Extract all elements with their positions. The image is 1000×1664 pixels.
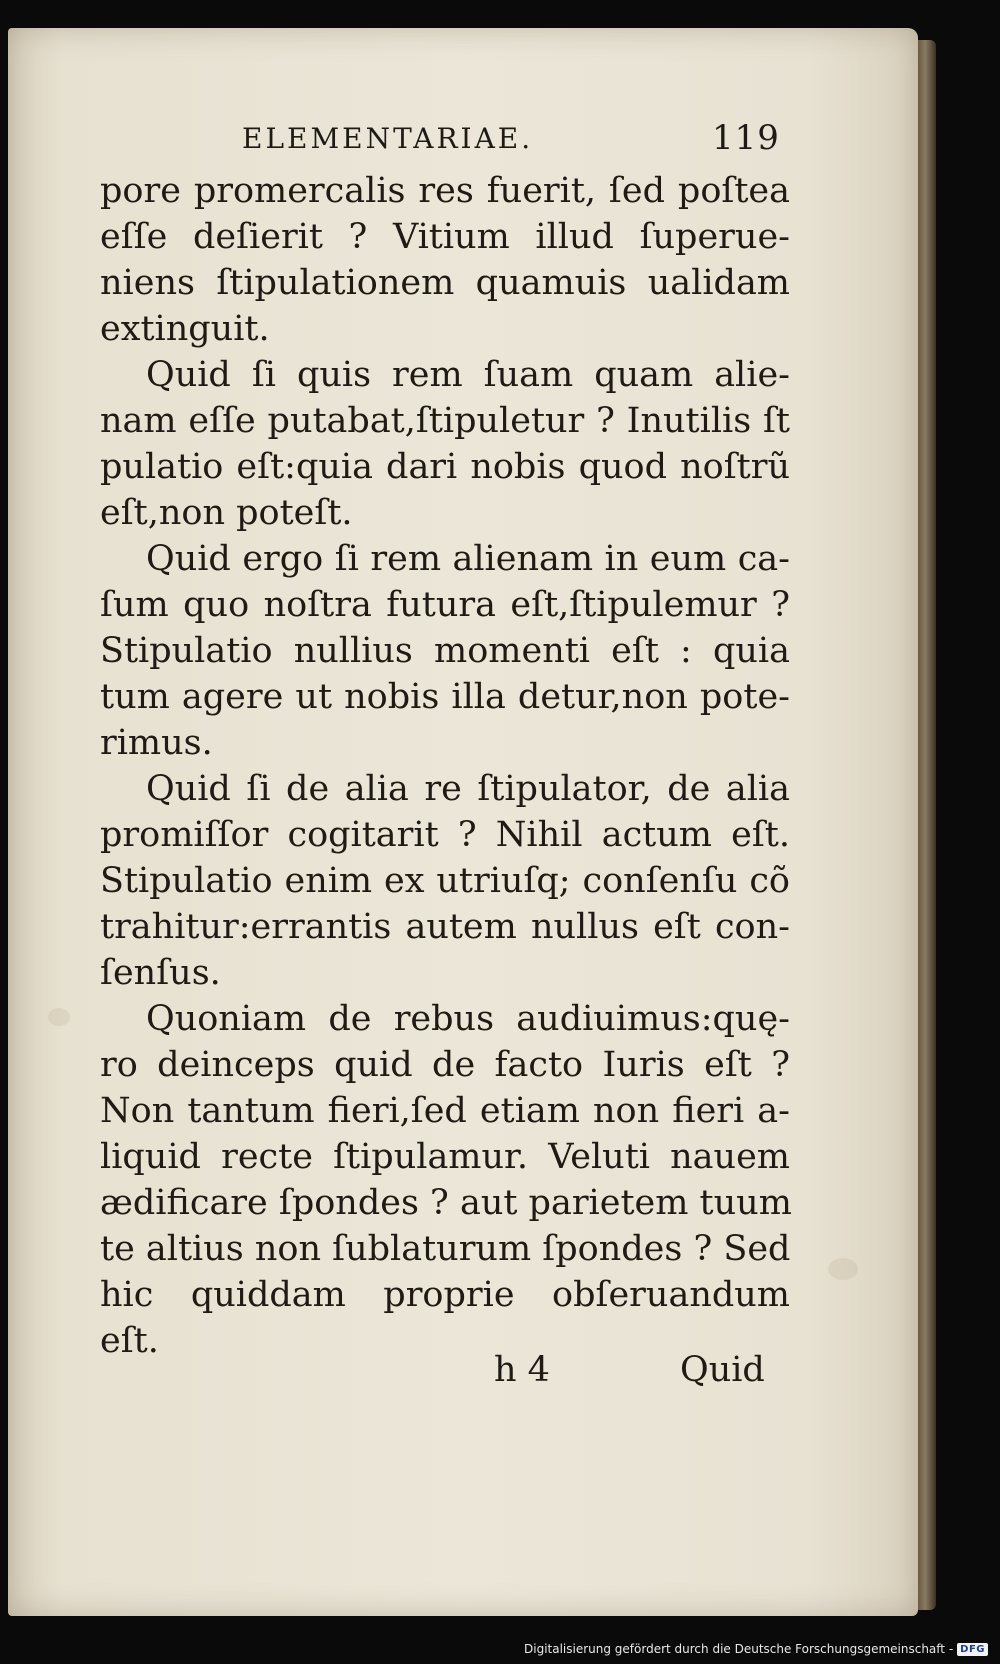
text-line: promiſſor cogitarit ? Nihil actum eſt. xyxy=(100,815,790,855)
paper-stain xyxy=(48,1008,70,1026)
text-line: Non tantum fieri,ſed etiam non fieri a- xyxy=(100,1091,790,1131)
signature-mark: h 4 xyxy=(494,1350,550,1390)
running-head-title: ELEMENTARIAE. xyxy=(242,122,534,155)
text-line: Stipulatio nullius momenti eſt : quia xyxy=(100,631,790,671)
text-line: eſt,non poteſt. xyxy=(100,493,353,533)
text-line: ædificare ſpondes ? aut parietem tuum xyxy=(100,1183,792,1223)
running-head xyxy=(100,118,790,168)
text-line: ſum quo noſtra futura eſt,ſtipulemur ? xyxy=(100,585,790,625)
text-line: pulatio eſt:quia dari nobis quod noſtrũ xyxy=(100,447,790,487)
text-line: liquid recte ſtipulamur. Veluti nauem xyxy=(100,1137,790,1177)
text-line: tum agere ut nobis illa detur,non pote- xyxy=(100,677,790,717)
text-line: ſenſus. xyxy=(100,953,221,993)
credit-text: Digitalisierung gefördert durch die Deutsche Forschungsgemeinschaft - xyxy=(524,1642,954,1656)
catchword: Quid xyxy=(680,1350,765,1390)
paragraph-start-line: Quid ergo ſi rem alienam in eum ca- xyxy=(146,539,790,579)
funding-credit xyxy=(524,1642,988,1656)
paper-stain xyxy=(828,1258,858,1280)
text-line: eſſe deſierit ? Vitium illud ſuperue- xyxy=(100,217,790,257)
text-line: hic quiddam proprie obſeruandum xyxy=(100,1275,790,1315)
book-edge xyxy=(918,40,936,1610)
text-line: trahitur:errantis autem nullus eſt con- xyxy=(100,907,790,947)
footer-strip xyxy=(0,1638,1000,1664)
text-line: extinguit. xyxy=(100,309,270,349)
body-text xyxy=(100,168,790,1364)
dfg-logo: DFG xyxy=(957,1643,988,1656)
text-line: nam eſſe putabat,ſtipuletur ? Inutilis ſt xyxy=(100,401,790,441)
text-line: ro deinceps quid de facto Iuris eſt ? xyxy=(100,1045,790,1085)
paragraph-start-line: Quid ſi de alia re ſtipulator, de alia xyxy=(146,769,790,809)
text-line: te altius non ſublaturum ſpondes ? Sed xyxy=(100,1229,791,1269)
paragraph-start-line: Quoniam de rebus audiuimus:quę- xyxy=(146,999,790,1039)
page-number: 119 xyxy=(712,118,780,158)
text-line: pore promercalis res fuerit, ſed poſtea xyxy=(100,171,790,211)
paragraph-start-line: Quid ſi quis rem ſuam quam alie- xyxy=(146,355,790,395)
text-line: Stipulatio enim ex utriuſq; conſenſu cõ xyxy=(100,861,790,901)
text-line: rimus. xyxy=(100,723,213,763)
text-line: eſt. xyxy=(100,1321,159,1361)
text-line: niens ſtipulationem quamuis ualidam xyxy=(100,263,790,303)
